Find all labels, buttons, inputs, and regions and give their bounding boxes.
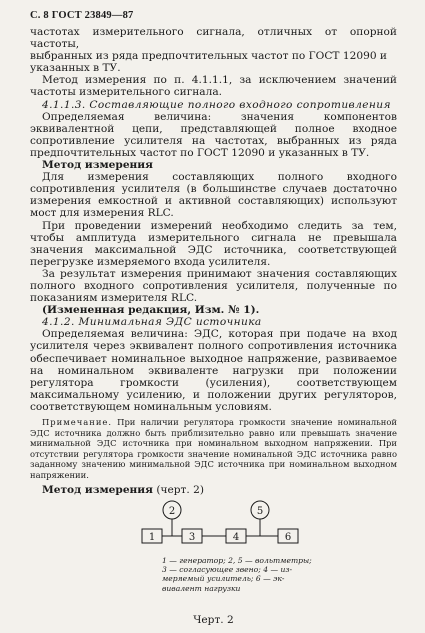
circle-label: 5 (256, 505, 264, 517)
note-label: Примечание. (42, 417, 113, 427)
paragraph: При проведении измерений необходимо следить за тем, чтобы амплитуда измерительного сигнала не превышала значения максимальной ЭДС источника, соответствующей перегрузке измеряемого входа усилителя. (30, 219, 397, 268)
note (30, 417, 397, 481)
paragraph: Для измерения составляющих полного входного сопротивления усилителя (в большинстве случаев достаточно измерения емкостной и активной составляющих) используют мост для измерения RLC. (30, 171, 397, 220)
block-label: 3 (188, 531, 196, 543)
legend-line: 1 — генератор; 2, 5 — вольтметры; (162, 555, 312, 565)
text-line: выбранных из ряда предпочтительных частот по ГОСТ 12090 и (30, 50, 387, 63)
method-line (30, 484, 397, 496)
note-text: При наличии регулятора громкости значение номинальной ЭДС источника должно быть приблизительно равно или превышать значение минимальной ЭДС источника при номинальном выходном напряжении. При отсутствии регулятора громкости значение номинальной ЭДС источника равно заданному значению минимальной ЭДС источника при номинальном выходном напряжении. (30, 417, 397, 480)
legend-line: вивалент нагрузки (162, 583, 241, 593)
circuit-diagram (140, 500, 340, 608)
diagram-legend (162, 556, 332, 593)
paragraph: За результат измерения принимают значения составляющих полного входного сопротивления усилителя, полученные по показаниям измерителя RLC. (30, 267, 397, 305)
section-heading: 4.1.2. Минимальная ЭДС источника (42, 316, 262, 329)
block-label: 6 (284, 531, 292, 543)
legend-line: 3 — согласующее звено; 4 — из- (162, 564, 293, 574)
section-heading: 4.1.1.3. Составляющие полного входного сопротивления (42, 98, 391, 111)
paragraph: Определяемая величина: ЭДС, которая при подаче на вход усилителя через эквивалент полного сопротивления источника обеспечивает номинальное выходное напряжение, развиваемое на номинальном эквиваленте нагрузки при положении регулятора громкости (усиления), соответствующем максимальному усилению, и положении других регуляторов, соответствующем номинальным условиям. (30, 328, 397, 413)
block-label: 1 (148, 531, 156, 543)
subheading: Метод измерения (42, 483, 153, 496)
circle-label: 2 (168, 505, 176, 517)
figure-caption: Черт. 2 (193, 613, 234, 626)
legend-line: меряемый усилитель; 6 — эк- (162, 574, 285, 584)
block-label: 4 (232, 531, 240, 543)
paragraph: Определяемая величина: значения компонентов эквивалентной цепи, представляющей полное входное сопротивление усилителя на частотах, выбранных из ряда предпочтительных частот по ГОСТ 12090 и указанных в ТУ. (30, 110, 397, 159)
amendment-note: (Измененная редакция, Изм. № 1). (42, 304, 260, 317)
text-line: указанных в ТУ. (30, 62, 121, 75)
page-header: С. 8 ГОСТ 23849—87 (30, 10, 134, 21)
paragraph: Метод измерения по п. 4.1.1.1, за исключением значений частоты измерительного сигнала. (30, 74, 397, 99)
figure-reference: (черт. 2) (153, 483, 205, 496)
subheading: Метод измерения (42, 159, 153, 172)
text-line: частотах измерительного сигнала, отличных от опорной частоты, (30, 26, 397, 51)
block-diagram (140, 500, 340, 552)
